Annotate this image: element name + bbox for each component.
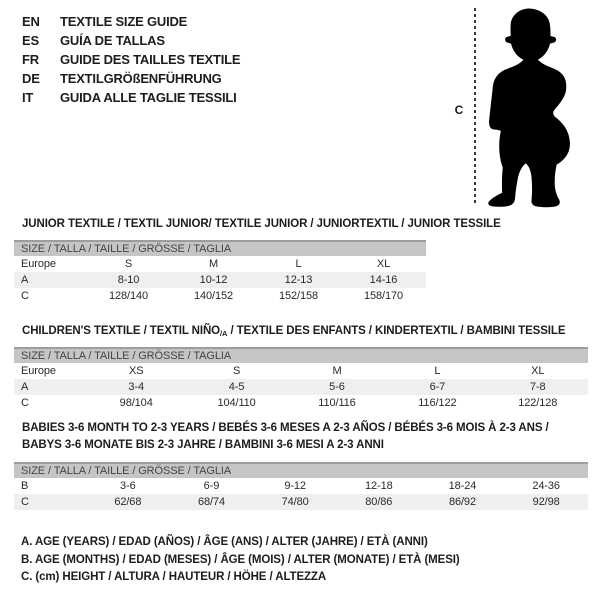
footnote-c: C. (cm) HEIGHT / ALTURA / HAUTEUR / HÖHE / ALTEZZA [21, 571, 327, 583]
language-row-es [22, 31, 240, 50]
height-measure-dashed-line [474, 8, 476, 206]
table-row [14, 379, 588, 395]
babies-size-table [14, 462, 588, 510]
language-code: EN [22, 14, 40, 29]
language-title: GUIDE DES TAILLES TEXTILE [60, 52, 241, 67]
row-label: C [21, 290, 29, 302]
table-cell: M [332, 365, 342, 377]
table-cell: 158/170 [363, 290, 404, 302]
row-label: A [14, 379, 86, 395]
table-row [14, 363, 588, 379]
table-row [14, 494, 588, 510]
table-cell: M [208, 258, 219, 270]
language-row-en [22, 12, 240, 31]
table-cell: L [434, 365, 441, 377]
table-cell: 5-6 [287, 379, 387, 395]
table-cell: 110/116 [318, 397, 356, 409]
language-row-it [22, 88, 240, 107]
language-code: DE [22, 71, 40, 86]
table-cell: 116/122 [418, 397, 457, 409]
row-label: A [14, 272, 86, 288]
language-title: TEXTILGRÖßENFÜHRUNG [60, 71, 222, 86]
table-cell: 7-8 [488, 379, 588, 395]
table-cell: S [124, 258, 133, 270]
table-cell: 12-13 [256, 272, 341, 288]
table-cell: 68/74 [170, 494, 254, 510]
table-header-row [14, 348, 588, 363]
language-row-fr [22, 50, 240, 69]
babies-title-line1: BABIES 3-6 MONTH TO 2-3 YEARS / BEBÉS 3-6 MESES A 2-3 AÑOS / BÉBÉS 3-6 MOIS À 2-3 ANS / [22, 422, 549, 434]
table-cell: 9-12 [284, 480, 306, 492]
table-cell: 4-5 [186, 379, 286, 395]
table-cell: XL [531, 365, 545, 377]
row-label: Europe [21, 365, 56, 377]
footnote-a: A. AGE (YEARS) / EDAD (AÑOS) / ÂGE (ANS) / ALTER (JAHRE) / ETÀ (ANNI) [21, 536, 428, 548]
table-cell: L [295, 258, 302, 270]
height-label-c: C [454, 103, 464, 117]
children-title-sub: /A [220, 329, 228, 338]
table-cell: 152/158 [278, 290, 319, 302]
table-cell: 12-18 [364, 480, 393, 492]
table-cell: 140/152 [193, 290, 234, 302]
language-title: GUÍA DE TALLAS [60, 33, 165, 48]
table-cell: 24-36 [532, 480, 560, 492]
table-header-row [14, 241, 426, 256]
row-label: B [21, 480, 29, 492]
table-cell: 80/86 [337, 494, 421, 510]
table-cell: 86/92 [421, 494, 505, 510]
table-cell: 6-7 [387, 379, 487, 395]
table-cell: 6-9 [203, 480, 220, 492]
language-code: IT [22, 90, 34, 105]
size-header-cell: SIZE / TALLA / TAILLE / GRÖSSE / TAGLIA [14, 463, 588, 478]
table-cell: 8-10 [86, 272, 171, 288]
table-row [14, 272, 426, 288]
row-label: Europe [21, 258, 56, 270]
table-cell: XL [376, 258, 391, 270]
table-row [14, 288, 426, 304]
table-cell: 3-4 [86, 379, 186, 395]
table-cell: 122/128 [518, 397, 558, 409]
language-title: TEXTILE SIZE GUIDE [60, 14, 188, 29]
footnotes [21, 534, 460, 587]
table-cell: XS [128, 365, 144, 377]
table-cell: 128/140 [108, 290, 149, 302]
children-title-post: / TEXTILE DES ENFANTS / KINDERTEXTIL / BAMBINI TESSILE [227, 325, 566, 337]
language-row-de [22, 69, 240, 88]
table-header-row [14, 463, 588, 478]
junior-size-table [14, 240, 426, 304]
size-header-cell: SIZE / TALLA / TAILLE / GRÖSSE / TAGLIA [14, 241, 426, 256]
table-cell: 10-12 [171, 272, 256, 288]
language-title-list [22, 12, 240, 107]
babies-title-line2: BABYS 3-6 MONATE BIS 2-3 JAHRE / BAMBINI 3-6 MESI A 2-3 ANNI [22, 438, 384, 451]
table-row [14, 395, 588, 411]
language-title: GUIDA ALLE TAGLIE TESSILI [60, 90, 237, 105]
language-code: ES [22, 33, 39, 48]
table-row [14, 256, 426, 272]
table-cell: 18-24 [448, 480, 477, 492]
table-row [14, 478, 588, 494]
table-cell: S [232, 365, 241, 377]
footnote-b: B. AGE (MONTHS) / EDAD (MESES) / ÂGE (MOIS) / ALTER (MONATE) / ETÀ (MESI) [21, 553, 460, 566]
table-cell: 14-16 [341, 272, 426, 288]
table-cell: 104/110 [217, 397, 256, 409]
table-cell: 92/98 [504, 494, 588, 510]
children-title-pre: CHILDREN'S TEXTILE / TEXTIL NIÑO [22, 325, 221, 337]
toddler-silhouette-icon [487, 8, 573, 208]
table-cell: 3-6 [120, 480, 136, 492]
table-cell: 74/80 [253, 494, 337, 510]
row-label: C [21, 397, 29, 409]
table-cell: 62/68 [86, 494, 170, 510]
children-section-title [22, 323, 565, 343]
children-size-table [14, 347, 588, 411]
junior-section-title: JUNIOR TEXTILE / TEXTIL JUNIOR/ TEXTILE JUNIOR / JUNIORTEXTIL / JUNIOR TESSILE [22, 218, 501, 230]
row-label: C [14, 494, 86, 510]
babies-section-title [22, 420, 549, 453]
size-header-cell: SIZE / TALLA / TAILLE / GRÖSSE / TAGLIA [14, 348, 588, 363]
language-code: FR [22, 52, 39, 67]
table-cell: 98/104 [119, 397, 153, 409]
